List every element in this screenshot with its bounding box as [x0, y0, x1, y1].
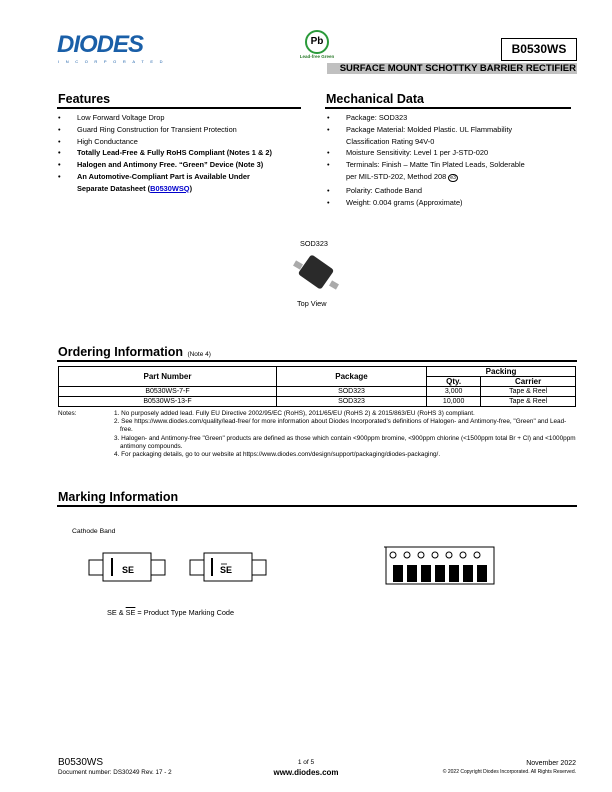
- list-item-text: Package Material: Molded Plastic. UL Flammability: [346, 124, 513, 134]
- note: 1. No purposely added lead. Fully EU Directive 2002/95/EC (RoHS), 2011/65/EU (RoHS 2) & 2015/863/EU (RoHS 3) compliant.: [114, 410, 475, 417]
- note: 4. For packaging details, go to our website at https://www.diodes.com/design/support/packaging/diodes-packaging/.: [114, 451, 441, 459]
- footer-website-link[interactable]: www.diodes.com: [273, 768, 339, 777]
- notes-label: Notes:: [58, 410, 77, 417]
- note: 2. See https://www.diodes.com/quality/lead-free/ for more information about Diodes Incorporated's definitions of Halogen- and Antimony-free, "Green" and Lead-free.: [114, 418, 567, 434]
- heading-note: (Note 4): [187, 351, 211, 358]
- divider: [57, 505, 577, 507]
- cell: 3,000: [427, 387, 481, 397]
- page-number: 1 of 5: [297, 759, 315, 766]
- lead-free-badge: [293, 30, 341, 60]
- list-item-text: Terminals: Finish – Matte Tin Plated Leads, Solderable: [346, 160, 525, 170]
- package-view-label: Top View: [297, 299, 327, 308]
- document-subtitle: SURFACE MOUNT SCHOTTKY BARRIER RECTIFIER: [327, 63, 577, 74]
- mechanical-heading: Mechanical Data: [326, 92, 424, 106]
- marking-diagram: [88, 550, 268, 582]
- list-item-text: ): [189, 183, 193, 193]
- list-item: • Moisture Sensitivity: Level 1 per J-STD-020: [327, 147, 577, 159]
- cell: Tape & Reel: [481, 387, 576, 397]
- package-label: SOD323: [300, 239, 328, 248]
- footer-date: November 2022: [526, 760, 576, 767]
- automotive-datasheet-link[interactable]: B0530WSQ: [150, 183, 190, 193]
- list-item-text: Classification Rating 94V-0: [346, 136, 435, 146]
- list-item: • Low Forward Voltage Drop: [58, 112, 308, 124]
- table-row: [59, 387, 576, 397]
- divider: [57, 107, 301, 109]
- cell: 10,000: [427, 397, 481, 407]
- marking-caption: [107, 608, 234, 617]
- marking-heading: Marking Information: [58, 490, 179, 504]
- marking-code: SE: [122, 565, 135, 575]
- list-item: [327, 159, 577, 185]
- divider: [325, 107, 571, 109]
- list-item-text: per MIL-STD-202, Method 208: [346, 171, 447, 181]
- header-package: Package: [277, 367, 427, 387]
- list-item: • Weight: 0.004 grams (Approximate): [327, 197, 577, 209]
- footer-copyright: © 2022 Copyright Diodes Incorporated. All Rights Reserved.: [442, 769, 576, 775]
- note: 3. Halogen- and Antimony-free "Green" products are defined as those which contain <900ppm bromine, <900ppm chlorine (<1500ppm total Br + Cl) and <1000ppm antimony compounds.: [114, 434, 576, 450]
- features-list: [58, 112, 308, 195]
- ordering-table: [58, 366, 576, 407]
- list-item: • Polarity: Cathode Band: [327, 185, 577, 197]
- list-item: [58, 171, 308, 195]
- list-item: • Guard Ring Construction for Transient Protection: [58, 124, 308, 136]
- header-part-number: Part Number: [59, 367, 277, 387]
- list-item: • Package: SOD323: [327, 112, 577, 124]
- list-item: [327, 124, 577, 148]
- list-item-text: Separate Datasheet (: [77, 183, 151, 193]
- cathode-band-label: Cathode Band: [72, 528, 116, 535]
- footer-docnum: Document number: DS30249 Rev. 17 - 2: [58, 769, 172, 776]
- features-heading: Features: [58, 92, 111, 106]
- part-number: B0530WS: [501, 38, 577, 61]
- cell: B0530WS-13-F: [59, 397, 277, 407]
- caption-text: SE &: [107, 608, 126, 617]
- header-qty: Qty.: [427, 377, 481, 387]
- list-item-text: An Automotive-Compliant Part is Available Under: [77, 171, 250, 181]
- mechanical-list: [327, 112, 577, 208]
- heading-text: Ordering Information: [58, 345, 183, 359]
- marking-code-overbar: SE: [220, 565, 233, 575]
- list-item: • Totally Lead-Free & Fully RoHS Compliant (Notes 1 & 2): [58, 147, 308, 159]
- caption-text: = Product Type Marking Code: [135, 608, 235, 617]
- footer-part: B0530WS: [58, 757, 104, 768]
- list-item: • High Conductance: [58, 136, 308, 148]
- e3-symbol-icon: e3: [450, 174, 456, 181]
- lead-free-label: Lead-free Green: [299, 54, 335, 59]
- header-packing: Packing: [427, 367, 576, 377]
- table-row: [59, 397, 576, 407]
- diodes-logo: DIODES: [57, 31, 144, 58]
- divider: [57, 360, 577, 362]
- leaf-pb-icon: Pb: [305, 30, 329, 54]
- cell: SOD323: [277, 387, 427, 397]
- cell: B0530WS-7-F: [59, 387, 277, 397]
- cell: SOD323: [277, 397, 427, 407]
- sod323-package-image: [290, 252, 342, 298]
- caption-text: $\overline{SE}$: [125, 608, 136, 617]
- tape-reel-diagram: [382, 545, 497, 587]
- notes: [58, 410, 578, 459]
- list-item: • Halogen and Antimony Free. “Green” Device (Note 3): [58, 159, 308, 171]
- cell: Tape & Reel: [481, 397, 576, 407]
- logo-subtitle: INCORPORATED: [58, 59, 170, 64]
- header-carrier: Carrier: [481, 377, 576, 387]
